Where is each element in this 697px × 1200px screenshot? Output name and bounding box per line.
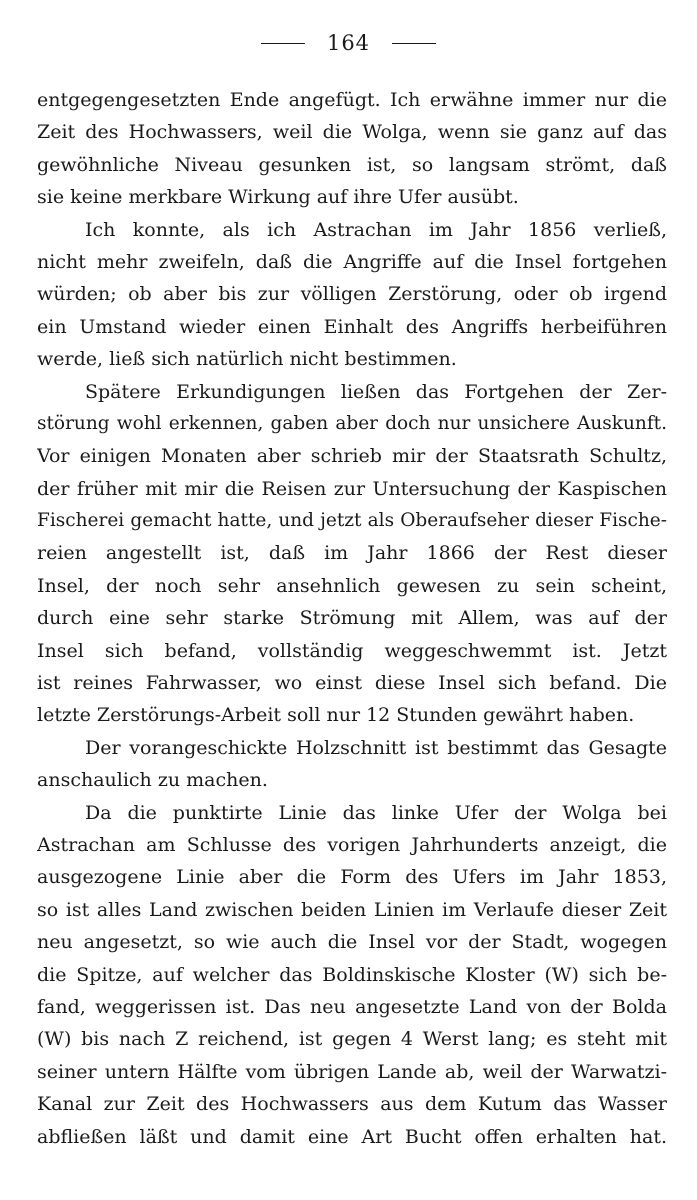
text-line: reien angestellt ist, daß im Jahr 1866 der Rest dieser	[37, 542, 667, 565]
text-line: störung wohl erkennen, gaben aber doch nur unsichere Auskunft.	[37, 412, 667, 434]
text-line: Zeit des Hochwassers, weil die Wolga, wenn sie ganz auf das	[37, 121, 667, 144]
text-line: Kanal zur Zeit des Hochwassers aus dem Kutum das Wasser	[37, 1093, 667, 1116]
text-line: Da die punktirte Linie das linke Ufer der Wolga bei	[85, 801, 667, 824]
text-line: ist reines Fahrwasser, wo einst diese Insel sich befand. Die	[37, 672, 667, 695]
text-line: gewöhnliche Niveau gesunken ist, so langsam strömt, daß	[37, 153, 667, 176]
text-line: Insel, der noch sehr ansehnlich gewesen zu sein scheint,	[37, 574, 667, 597]
text-line: abfließen läßt und damit eine Art Bucht offen erhalten hat.	[37, 1125, 667, 1148]
text-line: Astrachan am Schlusse des vorigen Jahrhunderts anzeigt, die	[37, 833, 667, 856]
body-text	[37, 84, 667, 1153]
text-line: fand, weggerissen ist. Das neu angesetzte Land von der Bolda	[37, 995, 667, 1018]
text-line: Ich konnte, als ich Astrachan im Jahr 1856 verließ,	[85, 218, 667, 241]
text-line: Spätere Erkundigungen ließen das Fortgehen der Zer-	[85, 380, 667, 403]
text-line: entgegengesetzten Ende angefügt. Ich erwähne immer nur die	[37, 89, 667, 111]
text-line: so ist alles Land zwischen beiden Linien im Verlaufe dieser Zeit	[37, 898, 667, 921]
text-line: die Spitze, auf welcher das Boldinskische Kloster (W) sich be-	[37, 963, 667, 986]
text-line: durch eine sehr starke Strömung mit Allem, was auf der	[37, 607, 667, 630]
text-line: Vor einigen Monaten aber schrieb mir der Staatsrath Schultz,	[37, 445, 667, 468]
text-line: der früher mit mir die Reisen zur Untersuchung der Kaspischen	[37, 477, 667, 500]
text-line: nicht mehr zweifeln, daß die Angriffe auf die Insel fortgehen	[37, 250, 667, 273]
text-line: Fischerei gemacht hatte, und jetzt als Oberaufseher dieser Fische-	[37, 510, 667, 532]
text-line: neu angesetzt, so wie auch die Insel vor der Stadt, wogegen	[37, 931, 667, 954]
text-line: ausgezogene Linie aber die Form des Ufers im Jahr 1853,	[37, 866, 667, 889]
text-line: seiner untern Hälfte vom übrigen Lande ab, weil der Warwatzi-	[37, 1060, 667, 1083]
text-line: werde, ließ sich natürlich nicht bestimmen.	[37, 348, 457, 371]
page-header	[0, 28, 697, 58]
header-rule-right	[392, 43, 436, 44]
text-line: Insel sich befand, vollständig weggeschwemmt ist. Jetzt	[37, 639, 667, 662]
header-rule-left	[261, 43, 305, 44]
text-line: würden; ob aber bis zur völligen Zerstörung, oder ob irgend	[37, 283, 667, 306]
text-line: sie keine merkbare Wirkung auf ihre Ufer ausübt.	[37, 186, 519, 209]
text-line: Der vorangeschickte Holzschnitt ist bestimmt das Gesagte	[85, 736, 667, 759]
text-line: anschaulich zu machen.	[37, 769, 268, 792]
text-line: ein Umstand wieder einen Einhalt des Angriffs herbeiführen	[37, 315, 667, 338]
text-line: letzte Zerstörungs-Arbeit soll nur 12 Stunden gewährt haben.	[37, 704, 635, 727]
text-line: (W) bis nach Z reichend, ist gegen 4 Werst lang; es steht mit	[37, 1028, 667, 1051]
page-number: 164	[326, 31, 371, 55]
